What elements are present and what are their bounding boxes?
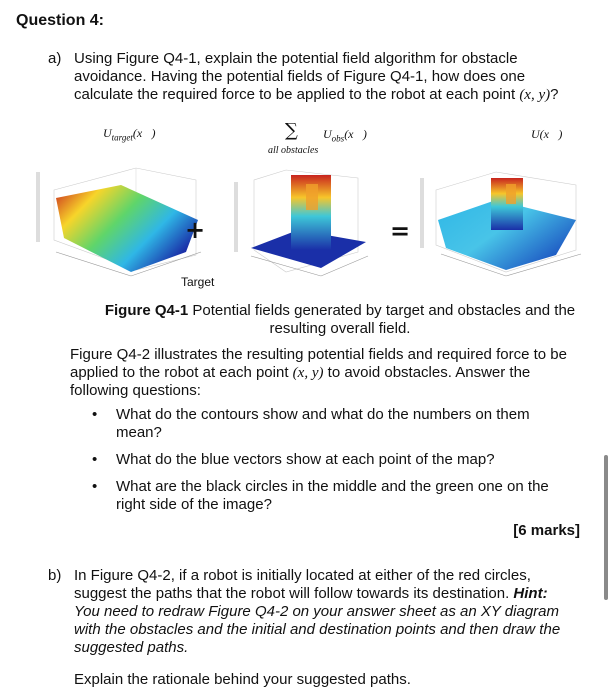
obstacle-field-plot [234, 170, 368, 276]
bullet-item-3: What are the black circles in the middle and the green one on the right side of the image? [116, 478, 549, 513]
formula-total: U(x⃗) [531, 127, 563, 141]
equals-sign: = [390, 217, 411, 245]
bullet-dot: • [92, 406, 98, 423]
xy-math: (x, y) [519, 87, 551, 103]
total-field-plot [420, 172, 581, 276]
sum-symbol: ∑ [285, 120, 298, 141]
figure-q4-2-text: Figure Q4-2 illustrates the resulting potential fields and required force to be applied to the robot at each point (x, y) to avoid obstacles. Answer the following questions: [70, 346, 567, 399]
part-b-label: b) [48, 567, 62, 584]
target-field-plot [36, 168, 201, 276]
part-a-label: a) [48, 50, 62, 67]
plus-sign: + [185, 216, 206, 244]
explain-text: Explain the rationale behind your suggested paths. [74, 671, 411, 688]
hint-label: Hint: [513, 585, 548, 602]
sum-under-label: all obstacles [268, 145, 319, 156]
formula-target: $U_{target}(x⃗)$ [103, 126, 156, 143]
bullet-item-1: What do the contours show and what do the numbers on them mean? [116, 406, 530, 441]
axis-label-bar [234, 182, 238, 252]
vertical-scrollbar[interactable] [604, 455, 608, 600]
marks-label: [6 marks] [513, 522, 580, 539]
obstacle-notch [306, 184, 318, 210]
axis-label-bar [420, 178, 424, 248]
axis-label-bar [36, 172, 40, 242]
part-b-text: In Figure Q4-2, if a robot is initially located at either of the red circles, suggest the paths that the robot will follow towards its destination. Hint: You need to redraw Figure Q4-2 on your answer sheet as an XY diagram with the obstacles and the initial and destination points and then draw the suggested paths. [74, 567, 561, 656]
question-title: Question 4: [16, 12, 105, 29]
bullet-dot: • [92, 451, 98, 468]
formula-obs: $U_{obs}(x⃗)$ [323, 127, 367, 144]
part-a-line-1: Using Figure Q4-1, explain the potential field algorithm for obstacle [74, 50, 518, 67]
potential-field-figure [36, 160, 596, 290]
target-label: Target [181, 275, 215, 289]
part-a-line-2: avoidance. Having the potential fields of Figure Q4-1, how does one [74, 68, 526, 85]
bullet-item-2: What do the blue vectors show at each point of the map? [116, 451, 495, 468]
bullet-dot: • [92, 478, 98, 495]
part-a-line-3: calculate the required force to be applied to the robot at each point (x, y)? [74, 86, 559, 103]
figure-caption: Figure Q4-1 Potential fields generated by target and obstacles and the resulting overall field. [104, 302, 576, 337]
part-a-text [74, 50, 594, 104]
